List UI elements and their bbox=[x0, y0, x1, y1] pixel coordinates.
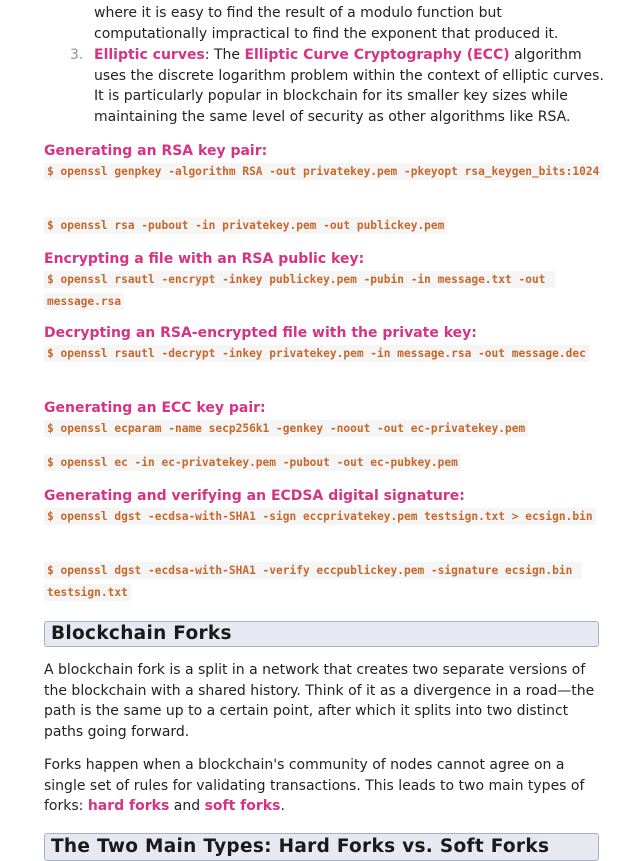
hard-forks-link[interactable]: hard forks bbox=[87, 798, 170, 814]
section-title-box bbox=[44, 621, 599, 647]
section-heading: Generating an RSA key pair: bbox=[44, 143, 268, 159]
code-block[interactable] bbox=[44, 452, 604, 474]
command[interactable]: $ openssl ec -in ec-privatekey.pem -pubout -out ec-pubkey.pem bbox=[44, 454, 461, 471]
section-heading: Generating and verifying an ECDSA digital signature: bbox=[44, 488, 465, 504]
code-block[interactable] bbox=[44, 215, 604, 237]
paragraph-text: . bbox=[280, 798, 285, 814]
code-block[interactable] bbox=[44, 418, 604, 440]
list-item-elliptic-curves bbox=[70, 45, 614, 127]
code-block[interactable] bbox=[44, 506, 604, 528]
section-title: Blockchain Forks bbox=[51, 623, 232, 644]
paragraph-text: Forks happen when a blockchain's community of nodes cannot agree on a single set of rules for validating transactions. This leads to two main types of forks: bbox=[44, 757, 585, 814]
list-continuation: where it is easy to find the result of a modulo function but computationally impractical to find the exponent that produced it. bbox=[94, 5, 559, 42]
ecc-highlight: Elliptic Curve Cryptography (ECC) bbox=[244, 47, 510, 63]
command[interactable]: $ openssl dgst -ecdsa-with-SHA1 -verify eccpublickey.pem -signature ecsign.bin testsign.txt bbox=[44, 562, 582, 601]
code-block[interactable] bbox=[44, 161, 604, 183]
list-text: : The bbox=[204, 47, 245, 63]
command[interactable]: $ openssl dgst -ecdsa-with-SHA1 -sign eccprivatekey.pem testsign.txt > ecsign.bin bbox=[44, 508, 596, 525]
command[interactable]: $ openssl ecparam -name secp256k1 -genkey -noout -out ec-privatekey.pem bbox=[44, 420, 528, 437]
list-text: algorithm uses the discrete logarithm problem within the context of elliptic curves. It is particularly popular in blockchain for its smaller key sizes while maintaining the same level of security as other algorithms like RSA. bbox=[94, 47, 604, 125]
paragraph: A blockchain fork is a split in a network that creates two separate versions of the blockchain with a shared history. Think of it as a divergence in a road—the path is the same up to a certain point, after which it splits into two distinct paths going forward. bbox=[44, 662, 595, 740]
command[interactable]: $ openssl rsautl -encrypt -inkey publickey.pem -pubin -in message.txt -out message.rsa bbox=[44, 271, 555, 310]
code-block[interactable] bbox=[44, 560, 604, 603]
code-block[interactable] bbox=[44, 269, 604, 312]
term-elliptic-curves: Elliptic curves bbox=[94, 47, 205, 63]
command[interactable]: $ openssl rsautl -decrypt -inkey privatekey.pem -in message.rsa -out message.dec bbox=[44, 345, 589, 362]
command[interactable]: $ openssl genpkey -algorithm RSA -out privatekey.pem -pkeyopt rsa_keygen_bits:1024 bbox=[44, 163, 602, 180]
soft-forks-link[interactable]: soft forks bbox=[204, 798, 281, 814]
code-block[interactable] bbox=[44, 343, 604, 365]
paragraph-text: and bbox=[169, 798, 205, 814]
section-heading: Encrypting a file with an RSA public key: bbox=[44, 251, 365, 267]
section-heading: Generating an ECC key pair: bbox=[44, 400, 266, 416]
section-title-box bbox=[44, 833, 599, 861]
section-heading: Decrypting an RSA-encrypted file with the private key: bbox=[44, 325, 477, 341]
list-number: 3. bbox=[70, 47, 84, 63]
paragraph bbox=[44, 755, 604, 817]
section-title: The Two Main Types: Hard Forks vs. Soft Forks bbox=[51, 836, 550, 857]
command[interactable]: $ openssl rsa -pubout -in privatekey.pem -out publickey.pem bbox=[44, 217, 447, 234]
